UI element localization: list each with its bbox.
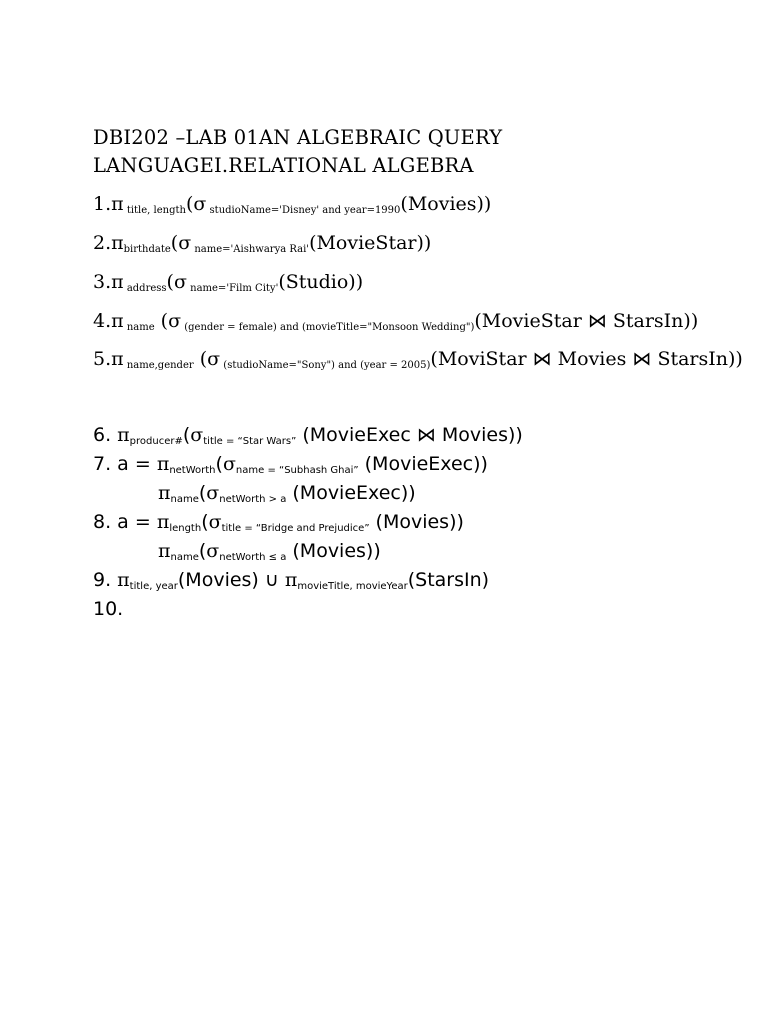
open-paren: ( [185,193,194,215]
projection-attributes: name [170,552,199,563]
query-number: 6. [93,424,118,446]
open-paren: ( [154,310,169,332]
open-paren: ( [182,424,191,446]
projection-symbol: π [111,271,124,293]
selection-symbol: σ [173,271,187,293]
relation-expression: (Movies)) [369,511,464,533]
projection-attributes-2: movieTitle, movieYear [297,581,408,592]
projection-symbol-2: π [284,569,298,591]
selection-symbol: σ [178,232,192,254]
projection-attributes: length [169,523,202,534]
projection-attributes: name [123,322,155,333]
projection-symbol: π [117,424,130,446]
relation-expression: (MovieStar)) [309,232,432,254]
document-title [93,124,502,180]
selection-symbol: σ [208,511,222,533]
selection-symbol: σ [206,482,220,504]
query-4 [93,310,698,332]
projection-symbol: π [117,569,130,591]
query-8-line-2 [158,540,381,562]
projection-symbol: π [158,482,171,504]
projection-symbol: π [156,511,170,533]
open-paren: ( [198,540,207,562]
query-number: 5. [93,348,112,370]
selection-symbol: σ [193,193,207,215]
projection-attributes: producer# [129,436,183,447]
selection-condition: title = “Bridge and Prejudice” [221,523,370,534]
query-7-line-2 [158,482,416,504]
query-1 [93,193,491,215]
relation-expression: (Studio)) [278,271,364,293]
selection-condition: name='Film City' [186,283,279,294]
relation-expression: (Movies)) [286,540,381,562]
query-6 [93,424,523,446]
open-paren: ( [198,482,207,504]
projection-attributes: birthdate [123,244,171,255]
relation-expression: (StarsIn) [407,569,490,591]
query-number: 1. [93,193,112,215]
union-expression: (Movies) ∪ [177,569,285,591]
query-3 [93,271,363,293]
query-9 [93,569,489,591]
query-number: 8. a = [93,511,157,533]
open-paren: ( [166,271,174,293]
relation-expression: (MovieStar ⋈ StarsIn)) [474,310,699,332]
open-paren: ( [215,453,223,475]
query-number: 10. [93,598,124,620]
open-paren: ( [170,232,179,254]
selection-condition: (studioName="Sony") and (year = 2005) [220,360,431,371]
relation-expression: (MoviStar ⋈ Movies ⋈ StarsIn)) [430,348,743,370]
selection-symbol: σ [222,453,236,475]
query-7-line-1 [93,453,488,475]
query-8-line-1 [93,511,464,533]
query-number: 4. [93,310,112,332]
projection-symbol: π [111,232,124,254]
projection-symbol: π [156,453,170,475]
query-number: 9. [93,569,118,591]
query-number: 3. [93,271,112,293]
selection-condition: netWorth ≤ a [219,552,287,563]
selection-condition: studioName='Disney' and year=1990 [206,205,401,216]
title-line-1: DBI202 –LAB 01AN ALGEBRAIC QUERY [93,126,503,149]
selection-condition: netWorth > a [219,494,287,505]
query-2 [93,232,431,254]
selection-symbol: σ [207,348,221,370]
query-number: 7. a = [93,453,157,475]
selection-symbol: σ [206,540,220,562]
relation-expression: (MovieExec)) [358,453,488,475]
projection-symbol: π [111,310,124,332]
projection-symbol: π [111,348,124,370]
projection-symbol: π [111,193,124,215]
selection-condition: name='Aishwarya Rai' [191,244,310,255]
selection-condition: (gender = female) and (movieTitle="Monsoon Wedding") [181,322,475,333]
projection-symbol: π [158,540,171,562]
projection-attributes: title, year [129,581,178,592]
open-paren: ( [193,348,208,370]
projection-attributes: name,gender [123,360,194,371]
projection-attributes: netWorth [169,465,216,476]
selection-condition: name = “Subhash Ghai” [235,465,359,476]
relation-expression: (MovieExec)) [286,482,416,504]
selection-symbol: σ [168,310,182,332]
selection-symbol: σ [190,424,204,446]
projection-attributes: title, length [123,205,186,216]
open-paren: ( [201,511,209,533]
query-10 [93,598,123,620]
projection-attributes: address [123,283,167,294]
relation-expression: (Movies)) [400,193,492,215]
title-line-2: LANGUAGEI.RELATIONAL ALGEBRA [93,154,474,177]
query-5 [93,348,743,370]
relation-expression: (MovieExec ⋈ Movies)) [296,424,523,446]
projection-attributes: name [170,494,199,505]
selection-condition: title = “Star Wars” [203,436,297,447]
query-number: 2. [93,232,112,254]
